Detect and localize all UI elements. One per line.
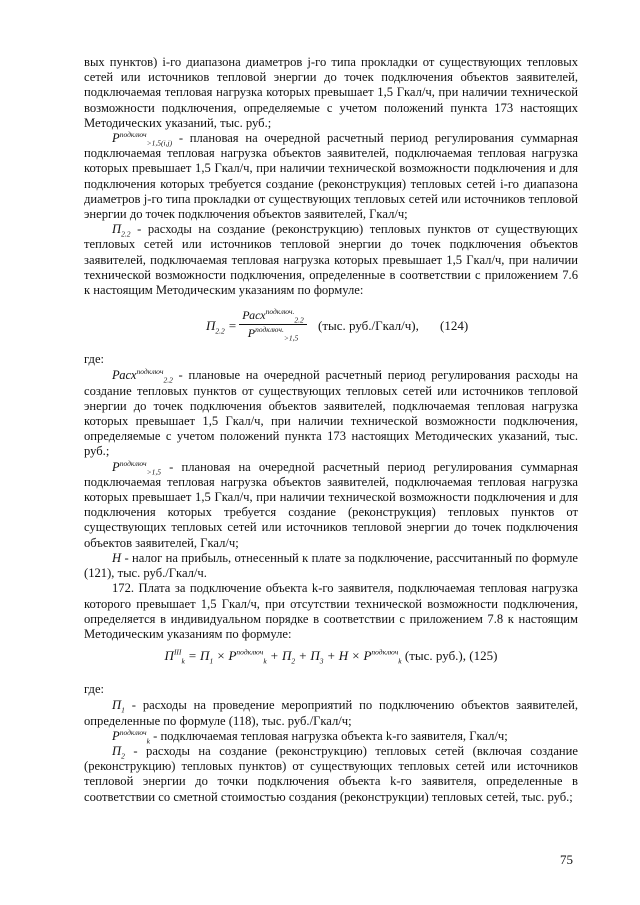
paragraph-1: вых пунктов) i-го диапазона диаметров j-го типа прокладки от существующих тепловых сетей или источников тепловой энергии до точек подключения объектов заявителей, подключаемая тепловая нагрузка которых превышает 1,5 Гкал/ч, при наличии технической возможности подключения, определяемые с учетом положений пункта 173 настоящих Методических указаний, тыс. руб.;	[84, 55, 578, 130]
symbol-rasx: Расх	[112, 368, 137, 383]
definition-text: - плановая на очередной расчетный период регулирования суммарная подключаемая тепловая нагрузка объектов заявителей, подключаемая тепловая нагрузка которых превышает 1,5 Гкал/ч, при наличии технической возможности подключения и для подключения которых требуется создание (реконструкция) тепловых пунктов от существующих тепловых сетей или источников тепловой энергии до точек подключения объектов заявителей, Гкал/ч;	[84, 459, 578, 550]
symbol-p2: П	[112, 743, 122, 758]
paragraph-rasx: Расх$^{подключ}_{2.2}$ - плановые на очередной расчетный период регулирования расходы на создание тепловых пунктов от существующих тепловых сетей или источников тепловой энергии до точек подключения объектов заявителей, подключаемая тепловая нагрузка которых превышает 1,5 Гкал/ч, при наличии технической возможности подключения, определяемые с учетом положений пункта 173 настоящих Методических указаний, тыс. руб.;	[84, 367, 578, 459]
definition-text: - расходы на создание (реконструкцию) тепловых сетей (включая создание (реконструкцию) тепловых пунктов) от существующих тепловых сетей или источников тепловой энергии до точки подключения объекта k-го заявителя, определенные в соответствии со сметной стоимостью создания (реконструкции) тепловых сетей, тыс. руб.;	[84, 743, 578, 804]
definition-text: - подключаемая тепловая нагрузка объекта k-го заявителя, Гкал/ч;	[149, 728, 508, 743]
symbol-p22: П	[112, 222, 122, 237]
definition-text: - расходы на создание (реконструкцию) тепловых пунктов от существующих тепловых сетей или источников тепловой энергии до точек подключения объектов заявителей, подключаемая тепловая нагрузка которых превышает 1,5 Гкал/ч, при наличии технической возможности подключения, определенные в соответствии с приложением 7.6 к настоящим Методическим указаниям по формуле:	[84, 222, 578, 298]
paragraph-p15: $P^{подключ}_{>1,5}$ - плановая на очередной расчетный период регулирования суммарная подключаемая тепловая нагрузка объектов заявителей, подключаемая тепловая нагрузка которых превышает 1,5 Гкал/ч, при наличии технической возможности подключения и для подключения которых требуется создание (реконструкция) тепловых пунктов от существующих тепловых сетей или источников тепловой энергии до точек подключения объектов заявителей, Гкал/ч;	[84, 458, 578, 550]
paragraph-172: 172. Плата за подключение объекта k-го заявителя, подключаемая тепловая нагрузка которого превышает 1,5 Гкал/ч, при отсутствии технической возможности подключения, определяется в индивидуальном порядке в соответствии с приложением 7.8 к настоящим Методическим указаниям по формуле:	[84, 581, 578, 641]
formula-number: (124)	[440, 318, 469, 334]
symbol-h: Н	[112, 550, 122, 565]
where-label: где:	[84, 352, 105, 367]
page-number: 75	[560, 852, 573, 867]
formula-125	[84, 648, 578, 678]
definition-text: - плановые на очередной расчетный период регулирования расходы на создание тепловых пунктов от существующих тепловых сетей или источников тепловой энергии до точек подключения объектов заявителей, подключаемая тепловая нагрузка которых превышает 1,5 Гкал/ч, при наличии технической возможности подключения, определяемые с учетом положений пункта 173 настоящих Методических указаний, тыс. руб.;	[84, 368, 578, 459]
symbol-sub: >1,5(i,j)	[146, 138, 173, 148]
symbol-sub: 2.2	[121, 229, 131, 239]
symbol-p: P	[112, 131, 120, 146]
formula-expression: $П^{III}_k = П_1 \times P^{подключ}_k + П_2 + П_3 + Н \times P^{подключ}_k$	[164, 647, 402, 666]
symbol-sup: подключ	[119, 129, 147, 139]
formula-fraction	[239, 308, 307, 341]
definition-text: - плановая на очередной расчетный период регулирования суммарная подключаемая тепловая нагрузка объектов заявителей, подключаемая тепловая нагрузка которых превышает 1,5 Гкал/ч, при наличии технической возможности подключения и для подключения которых требуется создание (реконструкция) тепловых сетей i-го диапазона диаметров j-го типа прокладки от существующих тепловых сетей или источников тепловой энергии до точек подключения объектов заявителей, Гкал/ч;	[84, 131, 578, 222]
formula-lhs: $П_{2.2}$ =	[206, 318, 237, 336]
paragraph-p1: $П_1$ - расходы на проведение мероприятий по подключению объектов заявителей, определенные по формуле (118), тыс. руб./Гкал/ч;	[84, 698, 578, 728]
symbol-p15: P	[112, 459, 120, 474]
formula-unit: (тыс. руб.),	[404, 648, 467, 664]
definition-text: - налог на прибыль, отнесенный к плате за подключение, рассчитанный по формуле (121), тыс. руб./Гкал/ч.	[84, 550, 578, 581]
fraction-denominator: $P^{подключ.}_{>1,5}$	[247, 325, 299, 343]
page-body	[84, 55, 578, 805]
fraction-numerator: Расх$^{подключ.}_{2.2}$	[239, 308, 307, 325]
formula-number: (125)	[469, 648, 498, 664]
definition-text: - расходы на проведение мероприятий по подключению объектов заявителей, определенные по формуле (118), тыс. руб./Гкал/ч;	[84, 698, 578, 728]
where-label: где:	[84, 682, 105, 697]
paragraph-p-total-load	[84, 131, 578, 222]
formula-unit: (тыс. руб./Гкал/ч),	[318, 318, 419, 334]
paragraph-p22	[84, 222, 578, 298]
paragraph-pk: $P^{подключ}_k$ - подключаемая тепловая нагрузка объекта k-го заявителя, Гкал/ч;	[112, 727, 508, 746]
paragraph-p2: $П_2$ - расходы на создание (реконструкцию) тепловых сетей (включая создание (реконструкцию) тепловых пунктов) от существующих тепловых сетей или источников тепловой энергии до точки подключения объекта k-го заявителя, определенные в соответствии со сметной стоимостью создания (реконструкции) тепловых сетей, тыс. руб.;	[84, 743, 578, 804]
symbol-p1: П	[112, 698, 122, 713]
symbol-pk: P	[112, 728, 120, 743]
formula-124	[84, 306, 578, 346]
paragraph-tax	[84, 551, 578, 581]
